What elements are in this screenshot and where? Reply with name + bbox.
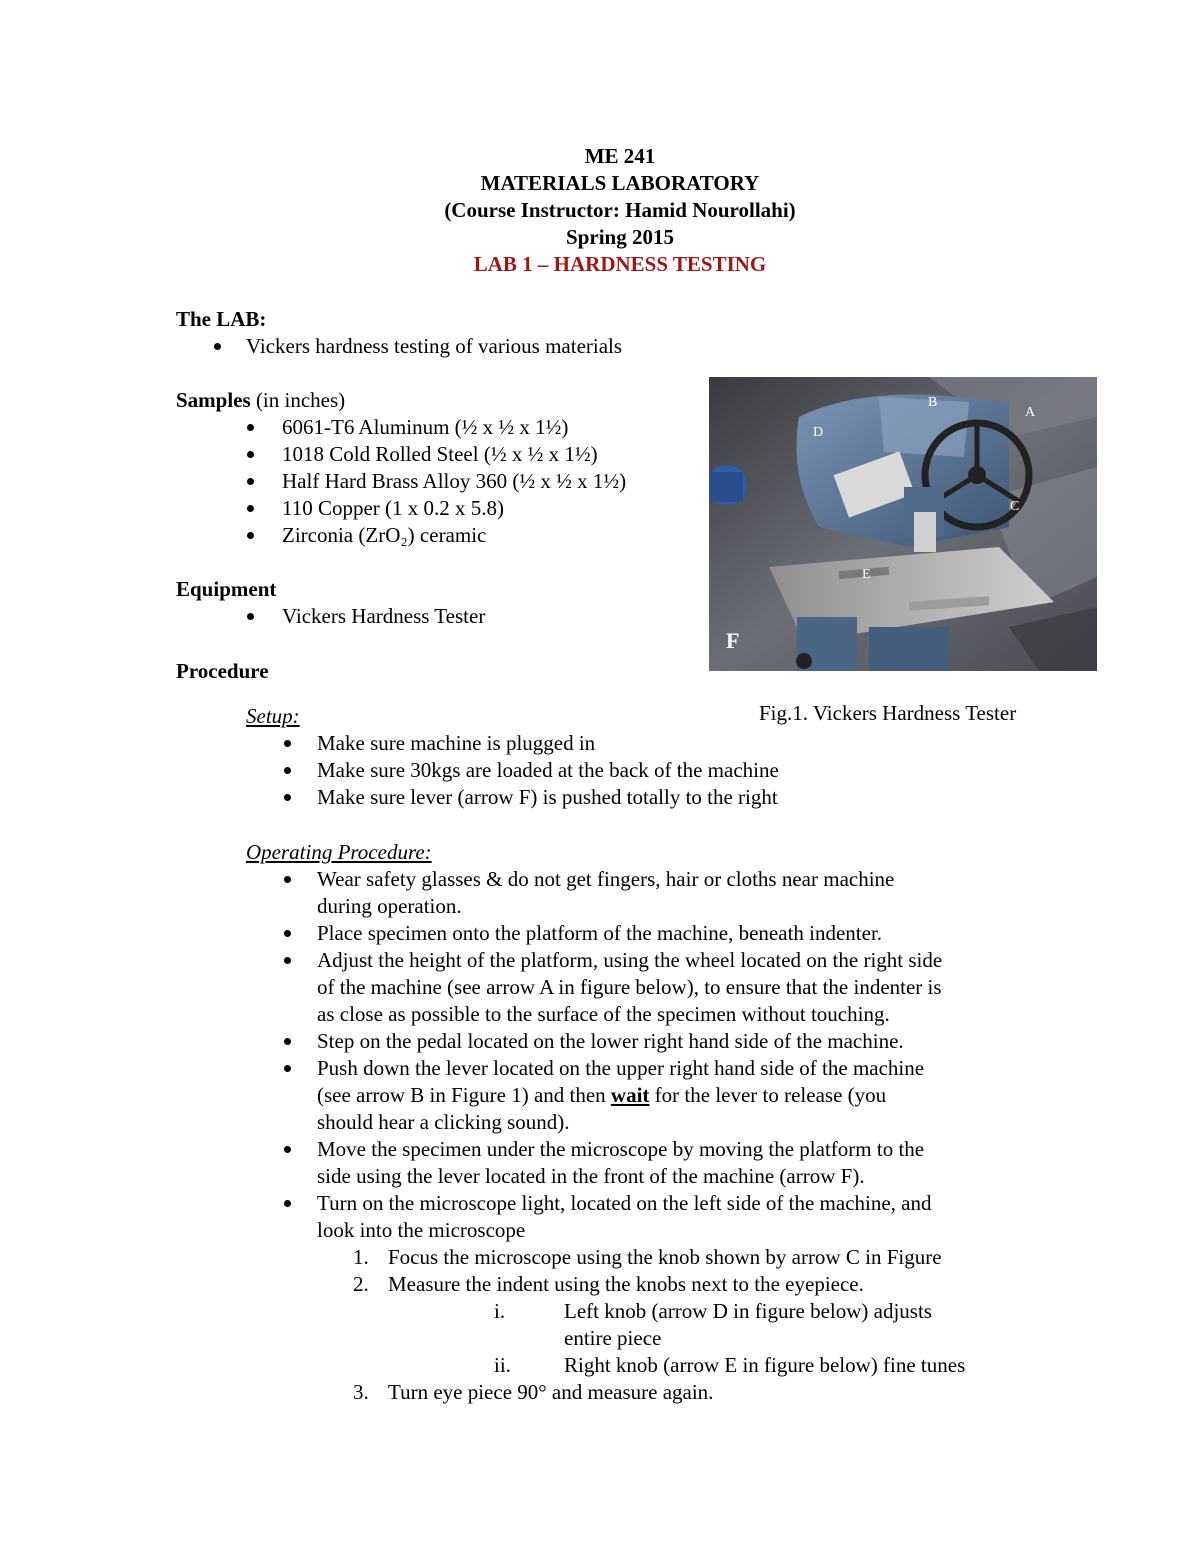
bullet bbox=[284, 1146, 291, 1153]
op-line: Adjust the height of the platform, using the wheel located on the right side bbox=[317, 948, 943, 972]
bullet bbox=[284, 930, 291, 937]
bullet bbox=[284, 957, 291, 964]
instructor: (Course Instructor: Hamid Nourollahi) bbox=[444, 198, 796, 222]
op-line: should hear a clicking sound). bbox=[317, 1110, 570, 1134]
term: Spring 2015 bbox=[566, 225, 674, 249]
course-code: ME 241 bbox=[584, 144, 656, 168]
procedure-heading: Procedure bbox=[176, 659, 269, 683]
roman-number: ii. bbox=[494, 1353, 511, 1377]
op-line: Push down the lever located on the upper right hand side of the machine bbox=[317, 1056, 925, 1080]
step-text: Focus the microscope using the knob shown by arrow C in Figure bbox=[388, 1245, 942, 1269]
bullet bbox=[284, 740, 291, 747]
figure-label-f: F bbox=[726, 628, 740, 653]
the-lab-item: Vickers hardness testing of various materials bbox=[246, 334, 623, 358]
op-line: as close as possible to the surface of the specimen without touching. bbox=[317, 1002, 890, 1026]
bullet bbox=[284, 1038, 291, 1045]
bullet bbox=[247, 478, 254, 485]
roman-text: Left knob (arrow D in figure below) adjusts bbox=[564, 1299, 932, 1323]
setup-item: Make sure 30kgs are loaded at the back of the machine bbox=[317, 758, 779, 782]
figure-label-b: B bbox=[928, 395, 938, 410]
bullet bbox=[247, 451, 254, 458]
sample-item: Half Hard Brass Alloy 360 (½ x ½ x 1½) bbox=[282, 469, 627, 493]
figure-label-d: D bbox=[813, 425, 824, 440]
step-number: 2. bbox=[353, 1272, 369, 1296]
setup-item: Make sure lever (arrow F) is pushed totally to the right bbox=[317, 785, 778, 809]
figure-caption: Fig.1. Vickers Hardness Tester bbox=[759, 701, 1017, 725]
step-number: 3. bbox=[353, 1380, 369, 1404]
figure-label-a: A bbox=[1025, 405, 1036, 420]
figure-label-c: C bbox=[1010, 499, 1020, 514]
the-lab-heading: The LAB: bbox=[176, 307, 267, 331]
sample-item: 6061-T6 Aluminum (½ x ½ x 1½) bbox=[282, 415, 569, 439]
wait-emphasis: wait bbox=[610, 1083, 650, 1107]
roman-number: i. bbox=[494, 1299, 506, 1323]
step-text: Measure the indent using the knobs next to the eyepiece. bbox=[388, 1272, 864, 1296]
op-line: Place specimen onto the platform of the machine, beneath indenter. bbox=[317, 921, 883, 945]
op-line: Move the specimen under the microscope by moving the platform to the bbox=[317, 1137, 925, 1161]
op-line: Step on the pedal located on the lower right hand side of the machine. bbox=[317, 1029, 904, 1053]
bullet bbox=[284, 767, 291, 774]
op-line: look into the microscope bbox=[317, 1218, 526, 1242]
equipment-heading: Equipment bbox=[176, 577, 277, 601]
step-number: 1. bbox=[353, 1245, 369, 1269]
bullet bbox=[247, 505, 254, 512]
samples-heading-note: (in inches) bbox=[250, 388, 346, 412]
op-line: of the machine (see arrow A in figure below), to ensure that the indenter is bbox=[317, 975, 942, 999]
op-line: side using the lever located in the front of the machine (arrow F). bbox=[317, 1164, 865, 1188]
bullet bbox=[247, 424, 254, 431]
bullet bbox=[214, 343, 221, 350]
step-text: Turn eye piece 90° and measure again. bbox=[388, 1380, 714, 1404]
setup-item: Make sure machine is plugged in bbox=[317, 731, 596, 755]
op-line bbox=[317, 1083, 886, 1108]
machine-illustration bbox=[709, 377, 1097, 671]
bullet bbox=[247, 532, 254, 539]
operating-heading: Operating Procedure: bbox=[246, 840, 432, 864]
op-line-part: for the lever to release (you bbox=[649, 1083, 887, 1107]
op-line: Turn on the microscope light, located on the left side of the machine, and bbox=[317, 1191, 932, 1215]
figure-label-e: E bbox=[862, 567, 871, 582]
bullet bbox=[247, 613, 254, 620]
bullet bbox=[284, 1065, 291, 1072]
lab-title: LAB 1 – HARDNESS TESTING bbox=[473, 252, 767, 276]
samples-heading bbox=[176, 388, 345, 413]
setup-heading: Setup: bbox=[246, 704, 300, 728]
op-line-part: (see arrow B in Figure 1) and then bbox=[317, 1083, 611, 1107]
equipment-item: Vickers Hardness Tester bbox=[282, 604, 486, 628]
lab-name: MATERIALS LABORATORY bbox=[480, 171, 760, 195]
op-line: Wear safety glasses & do not get fingers, hair or cloths near machine bbox=[317, 867, 895, 891]
bullet bbox=[284, 876, 291, 883]
roman-text: entire piece bbox=[564, 1326, 662, 1350]
op-line: during operation. bbox=[317, 894, 462, 918]
samples-heading-text: Samples bbox=[176, 388, 251, 412]
bullet bbox=[284, 1200, 291, 1207]
vickers-tester-photo bbox=[709, 377, 1097, 671]
sample-item: 1018 Cold Rolled Steel (½ x ½ x 1½) bbox=[282, 442, 598, 466]
roman-text: Right knob (arrow E in figure below) fine tunes bbox=[564, 1353, 966, 1377]
sample-item: 110 Copper (1 x 0.2 x 5.8) bbox=[282, 496, 505, 520]
bullet bbox=[284, 794, 291, 801]
sample-item: Zirconia (ZrO₂) ceramic bbox=[282, 523, 487, 547]
